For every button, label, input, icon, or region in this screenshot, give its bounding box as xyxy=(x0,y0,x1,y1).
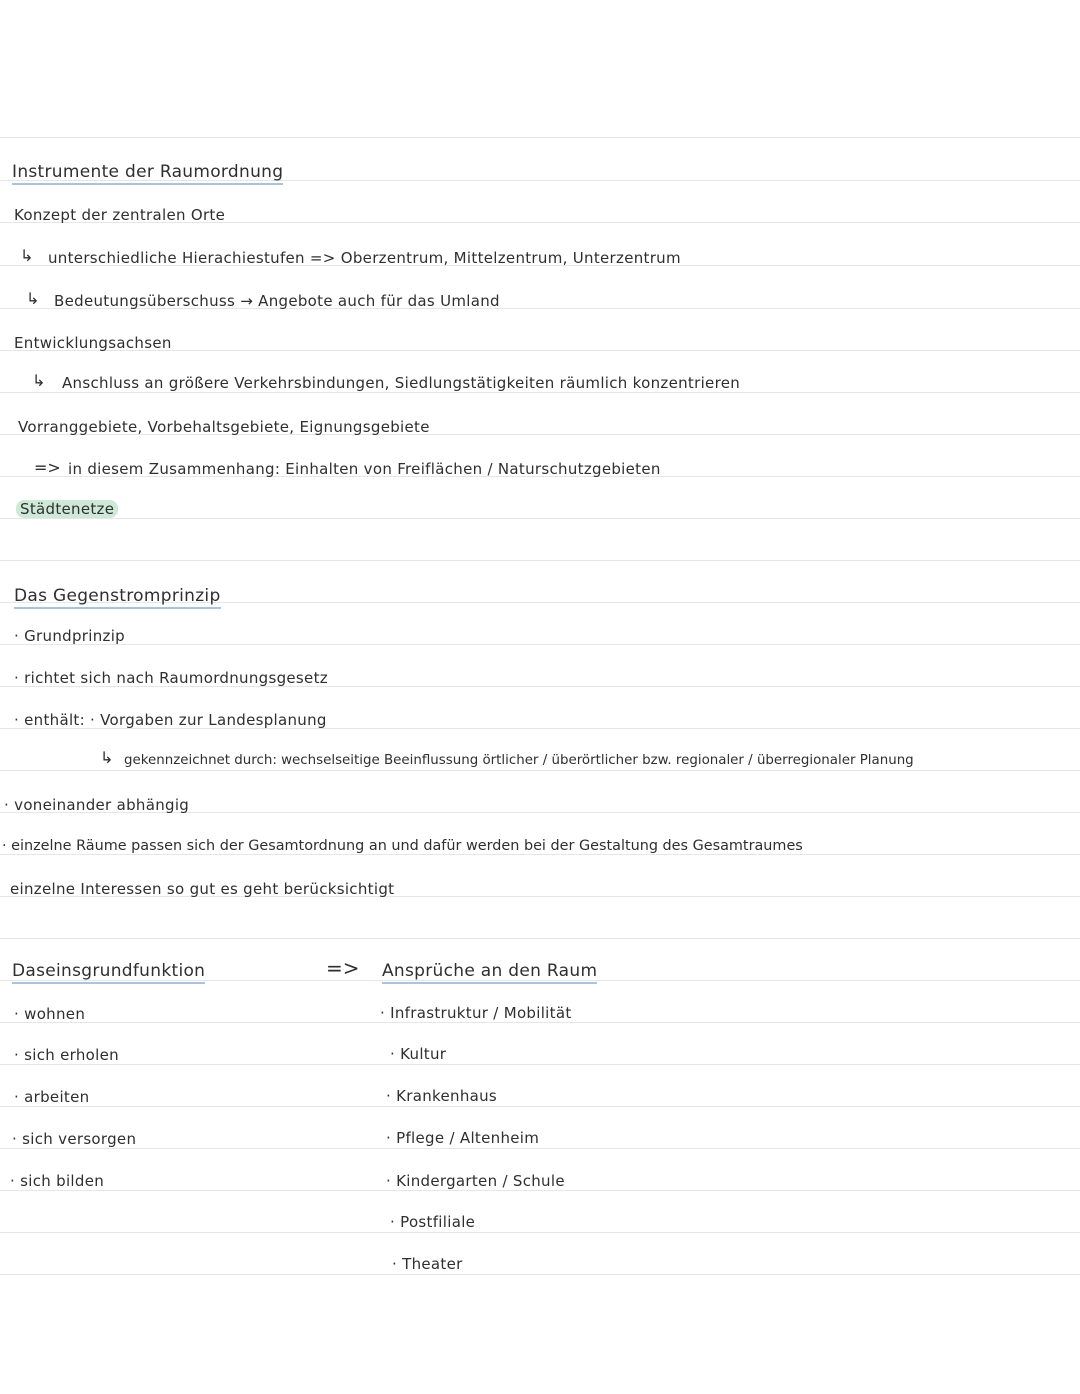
bedeutung-line: Bedeutungsüberschuss → Angebote auch für das Umland xyxy=(54,292,500,310)
subarrow-icon: ↳ xyxy=(100,748,114,767)
vorrang-line: Vorranggebiete, Vorbehaltsgebiete, Eignungsgebiete xyxy=(18,418,430,436)
hierarchy-line: unterschiedliche Hierachiestufen => Oberzentrum, Mittelzentrum, Unterzentrum xyxy=(48,249,681,267)
ruled-line xyxy=(0,644,1080,645)
double-arrow-icon: => xyxy=(34,458,61,477)
ruled-line xyxy=(0,1106,1080,1107)
subarrow-icon: ↳ xyxy=(20,246,34,265)
ruled-line xyxy=(0,560,1080,561)
ruled-line xyxy=(0,1022,1080,1023)
ruled-line xyxy=(0,854,1080,855)
right-list-item: · Krankenhaus xyxy=(386,1087,498,1105)
ansprueche-title: Ansprüche an den Raum xyxy=(382,961,597,984)
ruled-line xyxy=(0,137,1080,138)
ruled-line xyxy=(0,1064,1080,1065)
left-list-item: · sich bilden xyxy=(10,1172,105,1190)
ruled-line xyxy=(0,1148,1080,1149)
ruled-line xyxy=(0,1190,1080,1191)
grundprinzip-bullet: · Grundprinzip xyxy=(14,627,125,645)
left-list-item: · sich versorgen xyxy=(12,1130,137,1148)
ruled-line xyxy=(0,392,1080,393)
gekennzeichnet-line: gekennzeichnet durch: wechselseitige Beeinflussung örtlicher / überörtlicher bzw. regionaler / überregionaler Planung xyxy=(124,753,914,768)
right-list-item: · Pflege / Altenheim xyxy=(386,1129,540,1147)
ruled-line xyxy=(0,1274,1080,1275)
subarrow-icon: ↳ xyxy=(26,289,40,308)
ruled-line xyxy=(0,938,1080,939)
right-list-item: · Infrastruktur / Mobilität xyxy=(380,1004,572,1022)
right-list-item: · Kultur xyxy=(390,1045,447,1063)
enthaelt-bullet: · enthält: · Vorgaben zur Landesplanung xyxy=(14,711,327,729)
richtet-bullet: · richtet sich nach Raumordnungsgesetz xyxy=(14,669,328,687)
section2-title: Das Gegenstromprinzip xyxy=(14,586,221,609)
left-list-item: · wohnen xyxy=(14,1005,86,1023)
konzept-heading: Konzept der zentralen Orte xyxy=(14,206,226,224)
entwicklung-heading: Entwicklungsachsen xyxy=(14,334,172,352)
right-list-item: · Theater xyxy=(392,1255,463,1273)
left-list-item: · sich erholen xyxy=(14,1046,119,1064)
abhaengig-bullet: · voneinander abhängig xyxy=(4,796,190,814)
right-list-item: · Postfiliale xyxy=(390,1213,476,1231)
left-list-item: · arbeiten xyxy=(14,1088,90,1106)
right-list-item: · Kindergarten / Schule xyxy=(386,1172,565,1190)
ruled-line xyxy=(0,518,1080,519)
staedtenetze-label: Städtenetze xyxy=(16,500,118,518)
zusammenhang-line: in diesem Zusammenhang: Einhalten von Freiflächen / Naturschutzgebieten xyxy=(68,460,661,478)
subarrow-icon: ↳ xyxy=(32,371,46,390)
double-arrow-icon: => xyxy=(326,956,360,980)
ruled-line xyxy=(0,1232,1080,1233)
raeume-bullet: · einzelne Räume passen sich der Gesamtordnung an und dafür werden bei der Gestaltung des Gesamtraumes xyxy=(2,838,803,854)
section1-title: Instrumente der Raumordnung xyxy=(12,162,283,185)
interessen-line: einzelne Interessen so gut es geht berücksichtigt xyxy=(10,880,395,898)
ruled-line xyxy=(0,770,1080,771)
daseinsgrundfunktion-title: Daseinsgrundfunktion xyxy=(12,961,205,984)
anschluss-line: Anschluss an größere Verkehrsbindungen, Siedlungstätigkeiten räumlich konzentrieren xyxy=(62,374,741,392)
